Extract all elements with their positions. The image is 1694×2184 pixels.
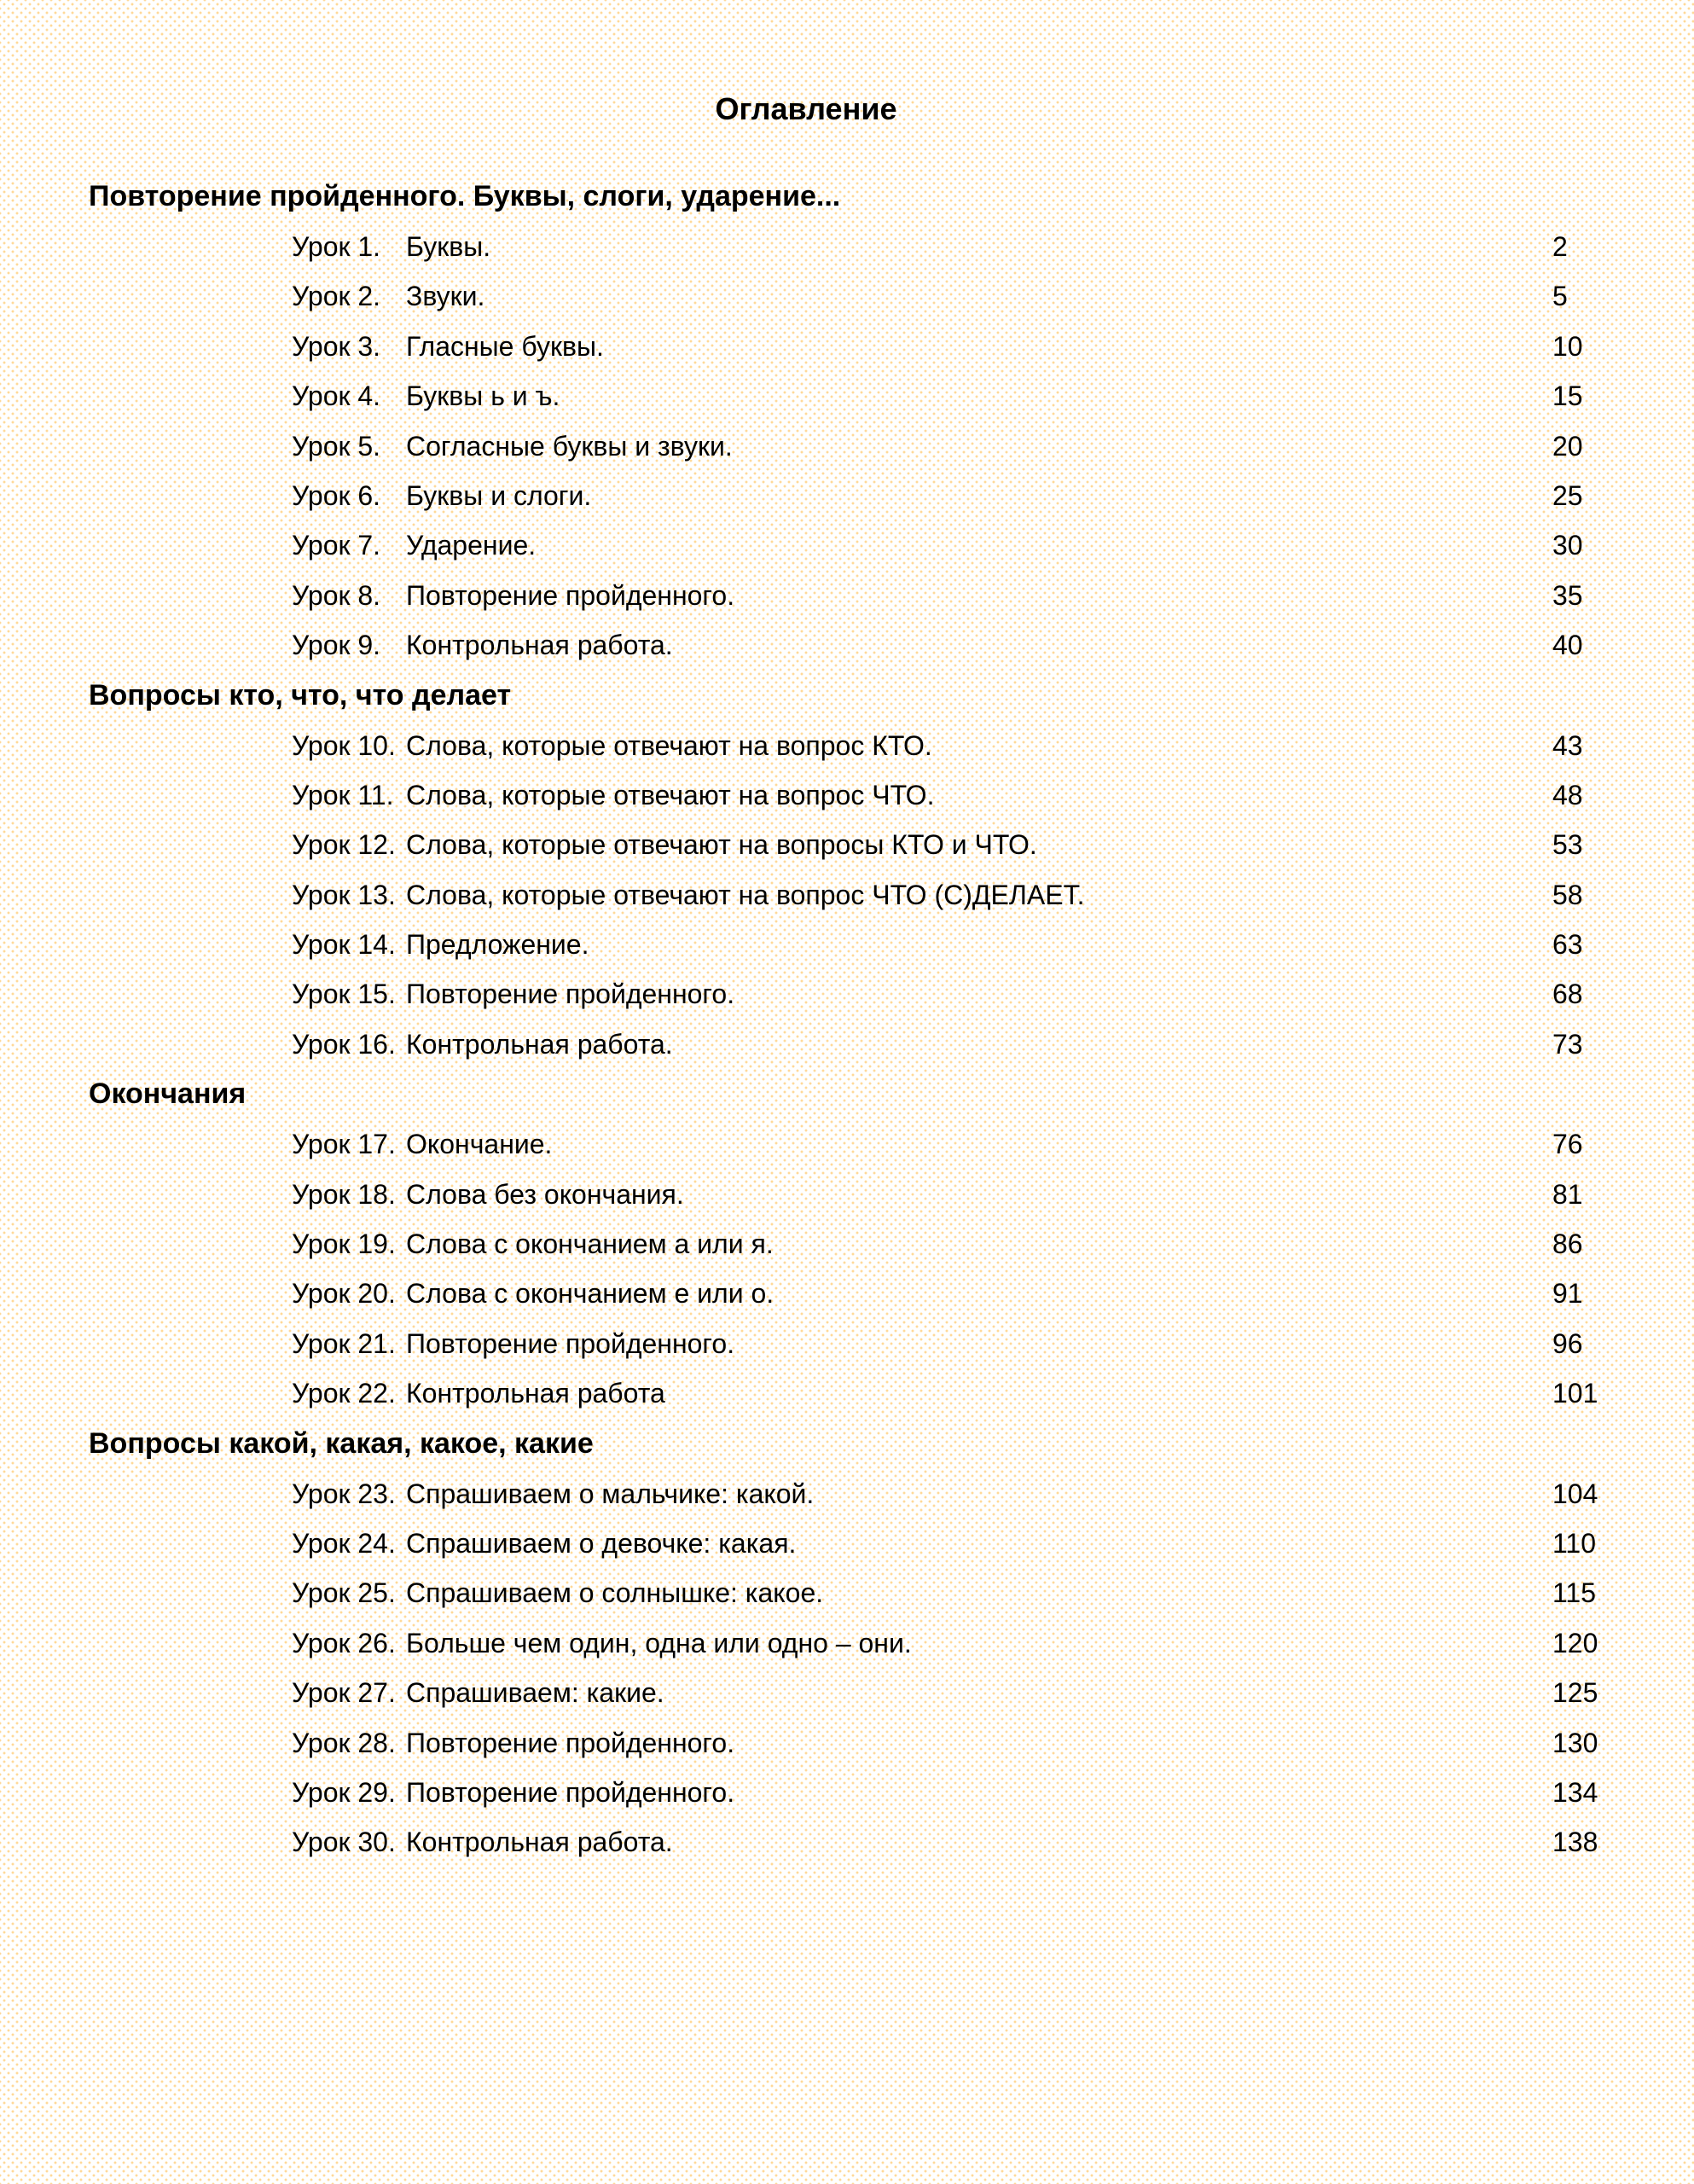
toc-entry[interactable] [0,620,1694,670]
toc-entry[interactable] [0,721,1694,770]
page-number: 101 [1552,1378,1598,1409]
page-number: 10 [1552,330,1583,362]
lesson-number: Урок 16. [292,1028,396,1060]
toc-entry[interactable] [0,770,1694,820]
toc-entry[interactable] [0,1319,1694,1368]
lesson-title: Гласные буквы. [406,330,604,362]
lesson-number: Урок 13. [292,879,396,910]
toc-entry[interactable] [0,870,1694,920]
lesson-list [0,721,1694,1070]
toc-entry[interactable] [0,1817,1694,1867]
lesson-number: Урок 2. [292,281,381,312]
lesson-number: Урок 6. [292,479,381,511]
toc-entry[interactable] [0,820,1694,869]
lesson-title: Спрашиваем: какие. [406,1677,664,1709]
lesson-title: Контрольная работа [406,1378,665,1409]
toc-entry[interactable] [0,969,1694,1019]
lesson-title: Согласные буквы и звуки. [406,430,733,462]
lesson-title: Контрольная работа. [406,1028,673,1060]
page-number: 120 [1552,1627,1598,1658]
toc-entry[interactable] [0,271,1694,321]
page-number: 58 [1552,879,1583,910]
lesson-number: Урок 11. [292,779,394,810]
toc-entry[interactable] [0,571,1694,620]
lesson-title: Повторение пройденного. [406,1327,735,1359]
lesson-number: Урок 9. [292,630,381,661]
lesson-title: Контрольная работа. [406,630,673,661]
toc-section [0,176,1694,671]
section-heading: Вопросы какой, какая, какое, какие [89,1426,594,1460]
page-number: 115 [1552,1577,1597,1609]
lesson-title: Слова, которые отвечают на вопрос КТО. [406,729,932,761]
lesson-number: Урок 26. [292,1627,396,1658]
toc-entry[interactable] [0,1768,1694,1817]
section-heading: Окончания [89,1077,247,1111]
lesson-list [0,1119,1694,1418]
lesson-title: Слова с окончанием а или я. [406,1228,774,1260]
lesson-number: Урок 1. [292,231,381,262]
lesson-number: Урок 22. [292,1378,396,1409]
lesson-title: Повторение пройденного. [406,579,735,611]
lesson-number: Урок 24. [292,1527,396,1559]
lesson-number: Урок 28. [292,1727,396,1758]
lesson-title: Буквы ь и ъ. [406,380,560,412]
lesson-title: Ударение. [406,530,537,561]
lesson-number: Урок 19. [292,1228,396,1260]
page-number: 138 [1552,1827,1598,1858]
lesson-list [0,1469,1694,1867]
lesson-title: Повторение пройденного. [406,979,735,1010]
lesson-title: Окончание. [406,1129,553,1160]
toc-entry[interactable] [0,1019,1694,1069]
page-number: 110 [1552,1527,1597,1559]
lesson-list [0,222,1694,671]
page-number: 68 [1552,979,1583,1010]
lesson-title: Звуки. [406,281,485,312]
lesson-number: Урок 8. [292,579,381,611]
lesson-number: Урок 21. [292,1327,396,1359]
lesson-number: Урок 23. [292,1478,396,1509]
lesson-number: Урок 15. [292,979,396,1010]
toc-entry[interactable] [0,322,1694,371]
toc-entry[interactable] [0,520,1694,570]
page-number: 48 [1552,779,1583,810]
toc-entry[interactable] [0,471,1694,520]
page-number: 40 [1552,630,1583,661]
page-number: 2 [1552,231,1568,262]
page-number: 134 [1552,1776,1598,1808]
lesson-number: Урок 10. [292,729,396,761]
lesson-number: Урок 25. [292,1577,396,1609]
page-title: Оглавление [715,91,897,126]
lesson-number: Урок 7. [292,530,381,561]
toc-section [0,1423,1694,1867]
toc-entry[interactable] [0,1718,1694,1768]
toc-entry[interactable] [0,1219,1694,1269]
toc-entry[interactable] [0,920,1694,969]
lesson-number: Урок 14. [292,929,396,961]
page-number: 30 [1552,530,1583,561]
lesson-title: Слова, которые отвечают на вопросы КТО и ЧТО. [406,829,1037,861]
lesson-title: Повторение пройденного. [406,1727,735,1758]
lesson-number: Урок 18. [292,1178,396,1210]
page-number: 63 [1552,929,1583,961]
page-number: 125 [1552,1677,1598,1709]
lesson-number: Урок 27. [292,1677,396,1709]
page-number: 91 [1552,1278,1583,1310]
lesson-title: Повторение пройденного. [406,1776,735,1808]
lesson-number: Урок 30. [292,1827,396,1858]
toc-entry[interactable] [0,1269,1694,1318]
lesson-title: Контрольная работа. [406,1827,673,1858]
lesson-number: Урок 12. [292,829,396,861]
page-number: 35 [1552,579,1583,611]
toc-section [0,1073,1694,1418]
table-of-contents [0,176,1694,1867]
toc-entry[interactable] [0,1368,1694,1418]
lesson-number: Урок 17. [292,1129,396,1160]
toc-entry[interactable] [0,1618,1694,1668]
lesson-title: Предложение. [406,929,589,961]
section-heading: Повторение пройденного. Буквы, слоги, ударение... [89,180,841,212]
toc-entry[interactable] [0,1170,1694,1219]
toc-entry[interactable] [0,222,1694,271]
page-number: 15 [1552,380,1583,412]
page-number: 5 [1552,281,1568,312]
page-number: 43 [1552,729,1583,761]
lesson-number: Урок 29. [292,1776,396,1808]
toc-entry[interactable] [0,1519,1694,1568]
page-number: 25 [1552,479,1583,511]
page-number: 104 [1552,1478,1598,1509]
page-number: 53 [1552,829,1583,861]
lesson-title: Спрашиваем о мальчике: какой. [406,1478,815,1509]
lesson-title: Слова с окончанием е или о. [406,1278,774,1310]
toc-entry[interactable] [0,371,1694,421]
lesson-number: Урок 20. [292,1278,396,1310]
page-number: 73 [1552,1028,1583,1060]
page-number: 86 [1552,1228,1583,1260]
page-number: 96 [1552,1327,1583,1359]
page-number: 130 [1552,1727,1598,1758]
lesson-number: Урок 3. [292,330,381,362]
page-number: 81 [1552,1178,1583,1210]
lesson-title: Больше чем один, одна или одно – они. [406,1627,912,1658]
lesson-title: Буквы и слоги. [406,479,592,511]
lesson-title: Спрашиваем о солнышке: какое. [406,1577,824,1609]
section-heading: Вопросы кто, что, что делает [89,678,512,712]
lesson-title: Слова без окончания. [406,1178,684,1210]
toc-entry[interactable] [0,1668,1694,1717]
toc-entry[interactable] [0,1469,1694,1519]
lesson-title: Спрашиваем о девочке: какая. [406,1527,797,1559]
page-number: 20 [1552,430,1583,462]
lesson-number: Урок 4. [292,380,381,412]
lesson-title: Слова, которые отвечают на вопрос ЧТО. [406,779,935,810]
lesson-number: Урок 5. [292,430,381,462]
lesson-title: Слова, которые отвечают на вопрос ЧТО (С)ДЕЛАЕТ. [406,879,1085,910]
page-number: 76 [1552,1129,1583,1160]
toc-section [0,675,1694,1070]
toc-entry[interactable] [0,1119,1694,1169]
toc-entry[interactable] [0,1568,1694,1618]
toc-entry[interactable] [0,421,1694,471]
lesson-title: Буквы. [406,231,491,262]
